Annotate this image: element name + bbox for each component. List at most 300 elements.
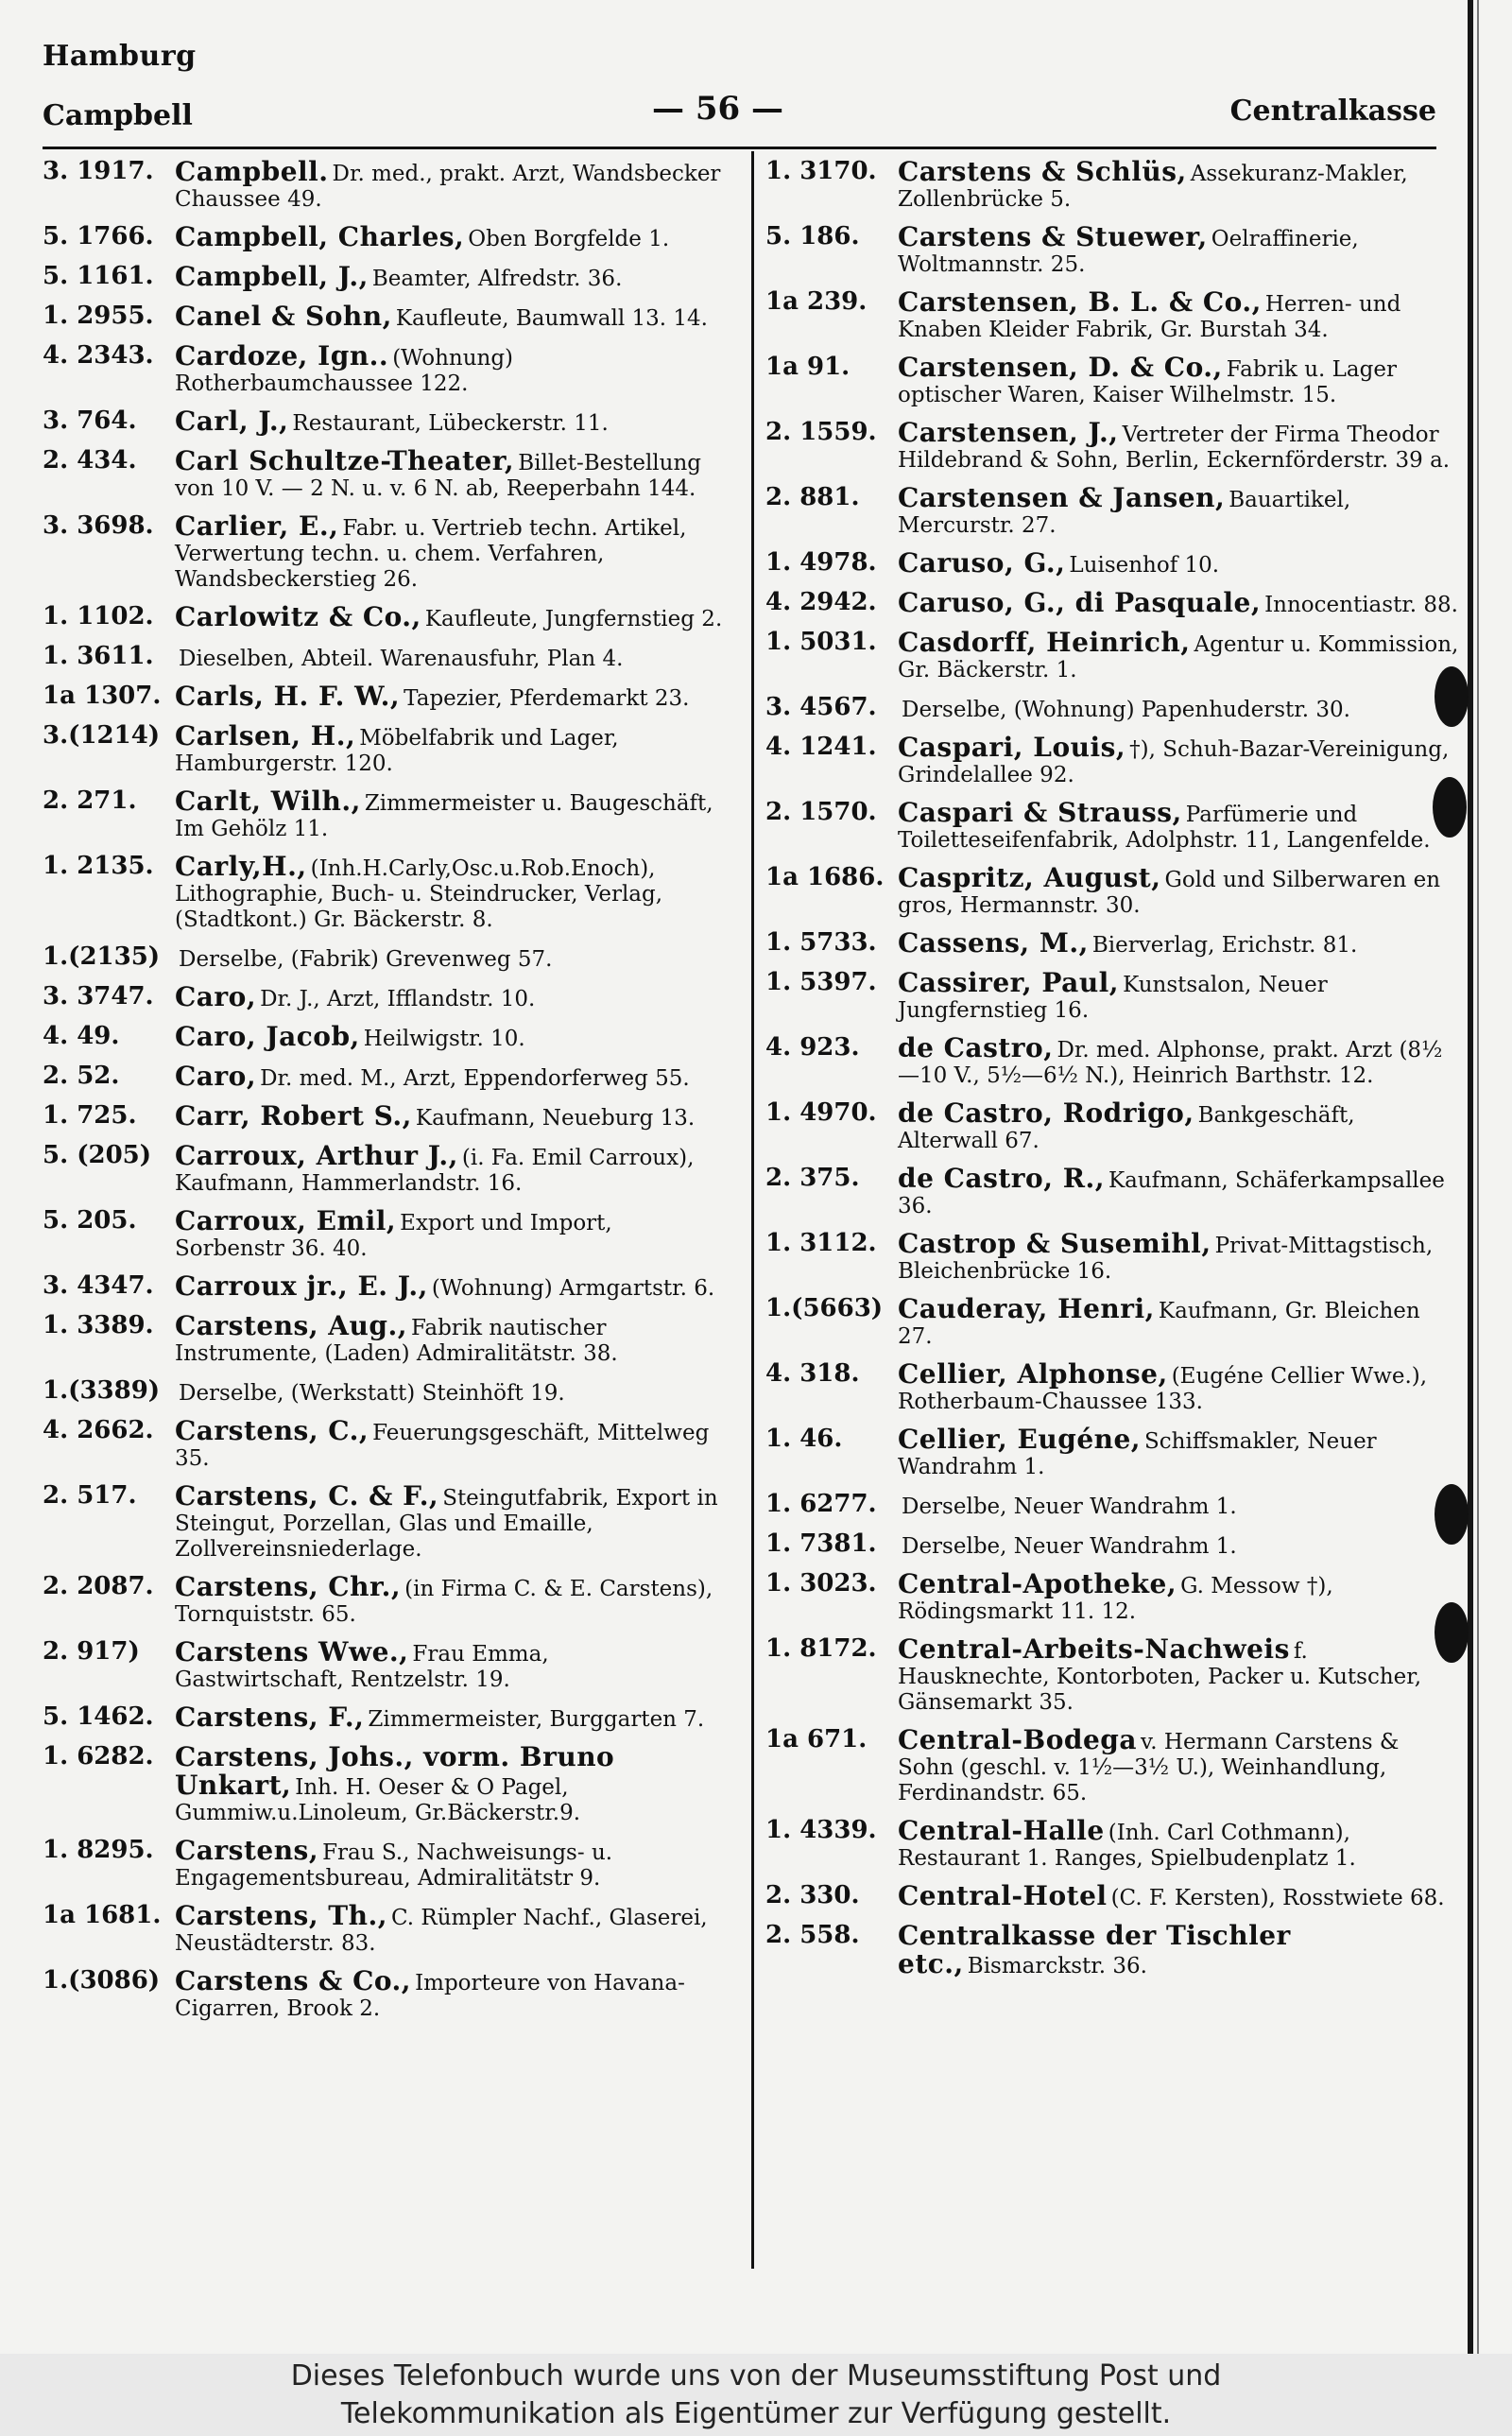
entry-body [898,862,1460,919]
entry-body [898,417,1460,474]
directory-entry [765,1920,1460,1979]
entry-name: Canel & Sohn, [175,301,392,332]
entry-details: Tapezier, Pferdemarkt 23. [404,686,690,711]
header-right-keyword: Centralkasse [1229,95,1436,128]
entry-body [175,510,723,593]
entry-details: (Inh.H.Carly,Osc.u.Rob.Enoch), Lithographie, Buch- u. Steindrucker, Verlag, (Stadtkont.) Gr. Bäckerstr. 8. [175,856,663,932]
entry-name: Carstens, Johs., vorm. Bruno Unkart, [175,1741,615,1801]
entry-details: Derselbe, (Fabrik) Grevenweg 57. [179,947,553,972]
entry-name: Cassirer, Paul, [898,967,1120,998]
entry-details: (Wohnung) Armgartstr. 6. [431,1276,715,1301]
directory-entry [43,1480,723,1563]
entry-number: 5. 1161. [43,262,154,290]
entry-body [898,1293,1460,1350]
entry-name: Carstensen, D. & Co., [898,352,1223,383]
directory-entry [43,1965,723,2022]
entry-body [175,1900,723,1957]
entry-body [175,1021,723,1052]
entry-details: Innocentiastr. 88. [1264,593,1458,617]
entry-name: Cellier, Alphonse, [898,1358,1168,1390]
entry-name: Cassens, M., [898,927,1089,959]
entry-name: Carstens, C., [175,1415,369,1446]
entry-number: 1a 1686. [765,863,885,891]
entry-body [175,1310,723,1367]
entry-number: 1.(5663) [765,1294,884,1322]
entry-number: 2. 517. [43,1481,137,1510]
directory-entry [43,644,723,672]
header-left-keyword: Campbell [43,99,193,132]
entry-details: Frau Emma, Gastwirtschaft, Rentzelstr. 19. [175,1642,549,1692]
entry-number: 1. 6282. [43,1742,154,1771]
directory-entry [43,601,723,632]
entry-details: Export und Import, Sorbenstr 36. 40. [175,1211,612,1261]
entry-name: Carstens, C. & F., [175,1480,439,1512]
entry-details: (in Firma C. & E. Carstens), Tornquiststr. 65. [175,1577,713,1627]
entry-number: 4. 2343. [43,341,154,370]
entry-details: (i. Fa. Emil Carroux), Kaufmann, Hammerlandstr. 16. [175,1146,695,1196]
entry-number: 1a 671. [765,1725,868,1754]
entry-details: Zimmermeister, Burggarten 7. [368,1707,705,1732]
entry-details: †), Schuh-Bazar-Vereinigung, Grindelallee 92. [898,737,1450,787]
entry-body [898,354,1460,408]
entry-body [898,156,1460,213]
entry-number: 2. 271. [43,786,137,815]
entry-body [898,1426,1460,1480]
entry-name: Casdorff, Heinrich, [898,627,1191,658]
entry-body [898,547,1460,579]
entry-details: Oben Borgfelde 1. [468,227,670,251]
entry-details: Agentur u. Kommission, Gr. Bäckerstr. 1. [898,632,1459,682]
entry-details: Schiffsmakler, Neuer Wandrahm 1. [898,1429,1377,1479]
entry-number: 1a 91. [765,353,850,381]
directory-entry [43,1063,723,1092]
entry-name: de Castro, R., [898,1163,1105,1194]
directory-entry [765,1032,1460,1089]
entry-number: 4. 923. [765,1033,860,1062]
entry-body [175,1100,723,1132]
directory-entry [765,1633,1460,1716]
directory-entry [765,1228,1460,1285]
directory-entry [765,156,1460,213]
entry-details: f. Hausknechte, Kontorboten, Packer u. Kutscher, Gänsemarkt 35. [898,1639,1422,1715]
entry-number: 1. 8295. [43,1836,154,1864]
entry-body [898,1633,1460,1716]
footer-note [0,2354,1512,2436]
entry-name: Carroux jr., E. J., [175,1270,428,1302]
entry-body [175,981,723,1012]
entry-number: 1. 1102. [43,602,154,631]
entry-body [175,1636,723,1693]
entry-name: Carr, Robert S., [175,1100,412,1132]
entry-body [898,286,1460,343]
entry-details: Bankgeschäft, Alterwall 67. [898,1103,1355,1153]
entry-number: 1. 3023. [765,1569,877,1598]
entry-details: G. Messow †), Rödingsmarkt 11. 12. [898,1574,1333,1624]
entry-name: de Castro, Rodrigo, [898,1097,1194,1129]
entry-details: Dieselben, Abteil. Warenausfuhr, Plan 4. [179,647,624,671]
entry-body [175,944,723,973]
entry-number: 1. 5397. [765,968,877,996]
entry-details: Heilwigstr. 10. [363,1027,525,1051]
entry-number: 4. 318. [765,1359,860,1388]
entry-name: Carstensen, J., [898,417,1119,448]
entry-details: Gold und Silberwaren en gros, Hermannstr. 30. [898,868,1441,918]
entry-details: Kaufleute, Jungfernstieg 2. [424,607,723,631]
entry-number: 3.(1214) [43,721,161,750]
entry-details: Derselbe, (Wohnung) Papenhuderstr. 30. [902,698,1350,722]
entry-number: 1a 239. [765,287,868,316]
entry-body [175,1835,723,1892]
entry-number: 1.(3086) [43,1966,161,1995]
directory-entry [43,1571,723,1628]
entry-body [175,261,723,292]
directory-entry [765,1163,1460,1219]
directory-entry [765,1293,1460,1350]
entry-name: Caro, [175,981,257,1012]
entry-number: 2. 1559. [765,418,877,446]
entry-number: 3. 1917. [43,157,154,185]
entry-number: 1. 2135. [43,852,154,880]
entry-body [898,967,1460,1024]
entry-name: Carstens & Schlüs, [898,156,1187,187]
entry-name: Central-Arbeits-Nachweis [898,1633,1290,1665]
entry-body [898,587,1460,618]
directory-entry [43,510,723,593]
entry-body [898,1228,1460,1285]
directory-entry [43,720,723,777]
entry-details: Steingutfabrik, Export in Steingut, Porzellan, Glas und Emaille, Zollvereinsniederlage. [175,1486,718,1562]
directory-entry [43,683,723,712]
entry-number: 1. 3170. [765,157,877,185]
entry-name: Carroux, Emil, [175,1205,397,1236]
scan-edge [1468,0,1473,2354]
entry-details: Dr. med. M., Arzt, Eppendorferweg 55. [260,1066,690,1091]
directory-entry [43,788,723,842]
directory-entry [765,927,1460,959]
entry-number: 2. 375. [765,1164,860,1192]
directory-entry [765,797,1460,854]
entry-details: v. Hermann Carstens & Sohn (geschl. v. 1½—3½ U.), Weinhandlung, Ferdinandstr. 65. [898,1730,1400,1805]
entry-details: Oelraffinerie, Woltmannstr. 25. [898,227,1359,277]
entry-number: 3. 3747. [43,982,154,1011]
entry-body [175,221,723,252]
entry-details: Derselbe, Neuer Wandrahm 1. [902,1494,1237,1519]
entry-details: Möbelfabrik und Lager, Hamburgerstr. 120. [175,726,619,776]
entry-name: Carls, H. F. W., [175,681,401,712]
entry-details: Kaufleute, Baumwall 13. 14. [395,306,708,331]
entry-name: Carstens & Stuewer, [898,221,1208,252]
entry-details: Vertreter der Firma Theodor Hildebrand & Sohn, Berlin, Eckernförderstr. 39 a. [898,423,1451,473]
entry-number: 1.(2135) [43,942,161,971]
entry-name: Caspritz, August, [898,862,1161,893]
entry-number: 1. 46. [765,1425,843,1453]
directory-entry [765,587,1460,618]
directory-entry [765,354,1460,408]
entry-number: 2. 1570. [765,798,877,826]
entry-details: Kaufmann, Schäferkampsallee 36. [898,1168,1445,1218]
directory-entry [43,1140,723,1197]
directory-entry [43,303,723,332]
entry-details: Importeure von Havana-Cigarren, Brook 2. [175,1971,685,2021]
entry-details: Beamter, Alfredstr. 36. [371,267,623,291]
header-city: Hamburg [43,40,197,73]
column-divider [751,151,754,2269]
entry-name: Carstensen, B. L. & Co., [898,286,1262,318]
binding-hole-mark [1435,1484,1469,1545]
entry-name: Caruso, G., di Pasquale, [898,587,1262,618]
directory-entry [765,482,1460,539]
directory-entry [43,221,723,252]
entry-details: Herren- und Knaben Kleider Fabrik, Gr. Burstah 34. [898,292,1401,342]
entry-name: Cauderay, Henri, [898,1293,1155,1324]
entry-name: Caspari & Strauss, [898,797,1182,828]
entry-body [898,1531,1460,1560]
entry-name: Central-Apotheke, [898,1568,1177,1599]
binding-hole-mark [1433,777,1467,838]
entry-name: Centralkasse der Tischler etc., [898,1920,1291,1979]
entry-body [898,797,1460,854]
entry-details: Bauartikel, Mercurstr. 27. [898,488,1351,538]
entry-name: Carstens, Chr., [175,1571,402,1602]
entry-body [175,1063,723,1092]
directory-entry [43,1310,723,1367]
entry-body [898,627,1460,683]
directory-entry [765,1724,1460,1806]
entry-body [175,1965,723,2022]
entry-name: Carstens, Th., [175,1900,387,1931]
entry-details: Zimmermeister u. Baugeschäft, Im Gehölz 11. [175,791,713,841]
entry-number: 4. 2942. [765,588,877,616]
entry-name: Carstensen & Jansen, [898,482,1226,513]
entry-body [175,1270,723,1302]
entry-name: Carlier, E., [175,510,339,542]
directory-entry [43,445,723,502]
entry-name: de Castro, [898,1032,1054,1063]
entry-number: 3. 764. [43,406,137,435]
entry-number: 2. 434. [43,446,137,475]
binding-hole-mark [1435,1602,1469,1663]
entry-body [175,445,723,502]
directory-entry [765,286,1460,343]
entry-name: Campbell, J., [175,261,369,292]
entry-name: Campbell. [175,156,329,187]
entry-body [898,1880,1460,1911]
entry-body [898,1358,1460,1415]
entry-number: 3. 4567. [765,693,877,721]
directory-entry [43,944,723,973]
entry-number: 1. 3611. [43,642,154,670]
entry-name: Cardoze, Ign.. [175,340,389,371]
entry-name: Cellier, Eugéne, [898,1424,1142,1455]
entry-body [175,340,723,397]
entry-name: Caspari, Louis, [898,732,1126,763]
directory-entry [765,734,1460,788]
entry-details: Derselbe, (Werkstatt) Steinhöft 19. [179,1381,565,1406]
entry-body [898,734,1460,788]
directory-entry [765,417,1460,474]
entry-details: Kaufmann, Neueburg 13. [415,1106,696,1131]
entry-name: Carl, J., [175,406,289,437]
entry-number: 3. 4347. [43,1271,154,1300]
entry-details: Bismarckstr. 36. [967,1954,1147,1978]
entry-details: Parfümerie und Toiletteseifenfabrik, Adolphstr. 11, Langenfelde. [898,803,1431,853]
entry-body [898,1097,1460,1154]
entry-details: Restaurant, Lübeckerstr. 11. [292,411,609,436]
entry-body [175,720,723,777]
entry-number: 1. 4970. [765,1098,877,1127]
entry-details: (Eugéne Cellier Wwe.), Rotherbaum-Chaussee 133. [898,1364,1428,1414]
entry-name: Carly,H., [175,851,307,882]
entry-name: Caro, [175,1061,257,1092]
entry-number: 2. 881. [765,483,860,511]
entry-name: Carlt, Wilh., [175,786,361,817]
entry-details: (C. F. Kersten), Rosstwiete 68. [1110,1886,1445,1910]
right-column [765,156,1460,1991]
entry-number: 1. 5031. [765,628,877,656]
entry-details: (Inh. Carl Cothmann), Restaurant 1. Ranges, Spielbudenplatz 1. [898,1821,1356,1871]
directory-entry [43,981,723,1012]
entry-name: Carstens, [175,1835,319,1866]
entry-body [175,1415,723,1472]
directory-entry [43,1100,723,1132]
entry-details: Billet-Bestellung von 10 V. — 2 N. u. v. 6 N. ab, Reeperbahn 144. [175,451,702,501]
directory-entry [43,408,723,437]
directory-entry [43,261,723,292]
directory-entry [765,221,1460,278]
entry-details: Fabrik nautischer Instrumente, (Laden) Admiralitätstr. 38. [175,1316,618,1366]
directory-entry [765,627,1460,683]
entry-number: 1a 1307. [43,682,162,710]
entry-number: 2. 330. [765,1881,860,1909]
header-rule [43,147,1436,149]
entry-body [898,1163,1460,1219]
directory-entry [43,1378,723,1407]
entry-details: Bierverlag, Erichstr. 81. [1091,933,1358,958]
entry-body [898,1815,1460,1872]
directory-entry [765,862,1460,919]
entry-body [175,1378,723,1407]
directory-entry [43,1704,723,1733]
entry-body [898,1032,1460,1089]
entry-body [175,1741,723,1826]
entry-number: 5. 1766. [43,222,154,251]
entry-name: Campbell, Charles, [175,221,465,252]
directory-entry [43,1021,723,1052]
directory-entry [765,1097,1460,1154]
directory-entry [765,967,1460,1024]
directory-entry [765,1492,1460,1520]
entry-number: 5. (205) [43,1141,152,1169]
entry-name: Carstens & Co., [175,1965,412,1996]
entry-body [175,644,723,672]
entry-name: Carstens Wwe., [175,1636,409,1667]
entry-number: 2. 558. [765,1921,860,1949]
entry-details: Dr. med. Alphonse, prakt. Arzt (8½—10 V., 5½—6½ N.), Heinrich Barthstr. 12. [898,1038,1443,1088]
directory-entry [43,1636,723,1693]
entry-name: Central-Bodega [898,1724,1137,1755]
entry-name: Carstens, F., [175,1702,365,1733]
directory-entry [765,695,1460,723]
entry-number: 1. 8172. [765,1634,877,1663]
directory-entry [765,1531,1460,1560]
entry-number: 1. 3112. [765,1229,877,1257]
entry-name: Castrop & Susemihl, [898,1228,1211,1259]
entry-name: Carstens, Aug., [175,1310,407,1341]
entry-body [175,408,723,437]
entry-name: Central-Hotel [898,1880,1108,1911]
entry-details: Privat-Mittagstisch, Bleichenbrücke 16. [898,1234,1434,1284]
directory-entry [43,1835,723,1892]
directory-entry [765,547,1460,579]
entry-body [175,601,723,632]
entry-details: (Wohnung) Rotherbaumchaussee 122. [175,346,514,396]
directory-entry [43,340,723,397]
entry-number: 1a 1681. [43,1901,162,1929]
entry-body [175,851,723,933]
entry-number: 4. 1241. [765,733,877,761]
entry-body [175,1480,723,1563]
entry-body [175,303,723,332]
entry-number: 2. 52. [43,1062,120,1090]
directory-entry [43,851,723,933]
entry-body [898,482,1460,539]
entry-details: Kaufmann, Gr. Bleichen 27. [898,1299,1420,1349]
entry-body [175,156,723,213]
entry-body [175,1140,723,1197]
entry-details: Frau S., Nachweisungs- u. Engagementsbureau, Admiralitätstr 9. [175,1840,613,1891]
entry-number: 1. 4978. [765,548,877,577]
entry-details: Dr. J., Arzt, Ifflandstr. 10. [260,987,536,1011]
binding-hole-mark [1435,666,1469,727]
entry-details: Derselbe, Neuer Wandrahm 1. [902,1534,1237,1559]
entry-name: Caro, Jacob, [175,1021,360,1052]
entry-details: Fabr. u. Vertrieb techn. Artikel, Verwertung techn. u. chem. Verfahren, Wandsbeckerstieg 26. [175,516,687,592]
entry-name: Caruso, G., [898,547,1066,579]
entry-details: Fabrik u. Lager optischer Waren, Kaiser Wilhelmstr. 15. [898,357,1397,407]
directory-entry [43,1741,723,1826]
entry-body [898,1492,1460,1520]
page-number: — 56 — [652,90,783,128]
entry-number: 1. 6277. [765,1490,877,1518]
entry-details: Kunstsalon, Neuer Jungfernstieg 16. [898,973,1328,1023]
entry-body [898,695,1460,723]
entry-number: 1. 725. [43,1101,137,1130]
entry-body [898,927,1460,959]
entry-body [898,1724,1460,1806]
directory-entry [765,1358,1460,1415]
entry-number: 4. 49. [43,1022,120,1050]
entry-name: Carl Schultze-Theater, [175,445,515,476]
scan-edge-shadow [1477,0,1479,2354]
entry-details: Inh. H. Oeser & O Pagel, Gummiw.u.Linoleum, Gr.Bäckerstr.9. [175,1775,581,1825]
directory-entry [43,1270,723,1302]
entry-body [175,683,723,712]
entry-body [175,1704,723,1733]
entry-details: Dr. med., prakt. Arzt, Wandsbecker Chaussee 49. [175,162,721,212]
footer-line-1: Dieses Telefonbuch wurde uns von der Museumsstiftung Post und [290,2359,1222,2393]
entry-number: 1. 5733. [765,928,877,957]
directory-entry [43,156,723,213]
left-column [43,156,723,2033]
entry-body [898,221,1460,278]
entry-number: 5. 205. [43,1206,137,1235]
entry-body [175,788,723,842]
directory-entry [43,1900,723,1957]
entry-details: C. Rümpler Nachf., Glaserei, Neustädterstr. 83. [175,1906,708,1956]
entry-name: Carlsen, H., [175,720,356,752]
entry-number: 1. 7381. [765,1529,877,1558]
entry-details: Feuerungsgeschäft, Mittelweg 35. [175,1421,710,1471]
